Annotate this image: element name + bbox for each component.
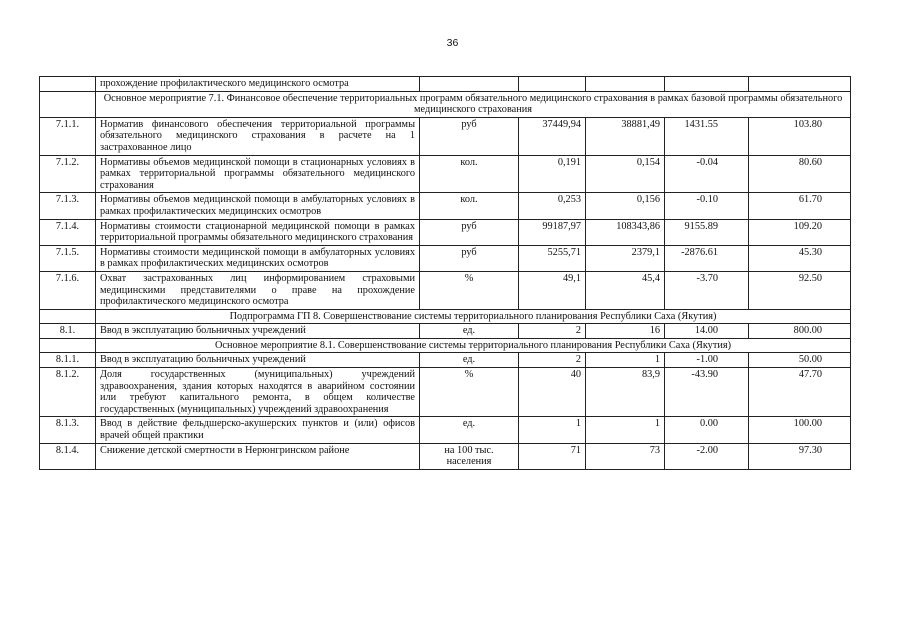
table-row xyxy=(40,271,851,309)
percent-cell: 47.70 xyxy=(749,368,851,417)
percent-cell: 80.60 xyxy=(749,155,851,193)
plan-value-cell: 2 xyxy=(519,324,586,339)
fact-value-cell: 45,4 xyxy=(586,271,665,309)
row-number-cell: 8.1. xyxy=(40,324,96,339)
unit-cell: % xyxy=(420,368,519,417)
row-number-cell: 8.1.3. xyxy=(40,417,96,443)
section-header-row xyxy=(40,338,851,353)
plan-value-cell: 1 xyxy=(519,417,586,443)
indicator-name-cell: Доля государственных (муниципальных) учреждений здравоохранения, здания которых находятся в аварийном состоянии или требуют капитального ремонта, в общем количестве государственных (муниципальных) учреждений здравоохранения xyxy=(96,368,420,417)
table-row xyxy=(40,77,851,92)
row-number-cell: 7.1.2. xyxy=(40,155,96,193)
unit-cell: руб xyxy=(420,219,519,245)
row-number-cell: 8.1.4. xyxy=(40,443,96,469)
percent-cell: 97.30 xyxy=(749,443,851,469)
table-row xyxy=(40,368,851,417)
indicator-name-cell: Норматив финансового обеспечения территориальной программы обязательного медицинского страхования в расчете на 1 застрахованное лицо xyxy=(96,117,420,155)
plan-value-cell: 5255,71 xyxy=(519,245,586,271)
plan-value-cell: 37449,94 xyxy=(519,117,586,155)
unit-cell: % xyxy=(420,271,519,309)
fact-value-cell: 0,156 xyxy=(586,193,665,219)
indicator-name-cell: прохождение профилактического медицинского осмотра xyxy=(96,77,420,92)
row-number-cell: 8.1.2. xyxy=(40,368,96,417)
indicator-name-cell: Нормативы стоимости стационарной медицинской помощи в рамках территориальной программы обязательного медицинского страхования xyxy=(96,219,420,245)
indicator-name-cell: Нормативы объемов медицинской помощи в амбулаторных условиях в рамках профилактических медицинских осмотров xyxy=(96,193,420,219)
percent-cell: 100.00 xyxy=(749,417,851,443)
table-row xyxy=(40,155,851,193)
unit-cell: ед. xyxy=(420,353,519,368)
unit-cell: ед. xyxy=(420,324,519,339)
deviation-cell: 14.00 xyxy=(665,324,749,339)
row-number-cell: 7.1.1. xyxy=(40,117,96,155)
indicator-name-cell: Охват застрахованных лиц информированием страховыми медицинскими представителями о праве на прохождение профилактического медицинского осмотра xyxy=(96,271,420,309)
row-number-cell: 7.1.3. xyxy=(40,193,96,219)
fact-value-cell xyxy=(586,77,665,92)
row-number-cell: 7.1.6. xyxy=(40,271,96,309)
indicator-name-cell: Нормативы стоимости медицинской помощи в амбулаторных условиях в рамках профилактических медицинских осмотров xyxy=(96,245,420,271)
plan-value-cell xyxy=(519,77,586,92)
indicator-name-cell: Снижение детской смертности в Нерюнгринском районе xyxy=(96,443,420,469)
unit-cell: кол. xyxy=(420,155,519,193)
plan-value-cell: 40 xyxy=(519,368,586,417)
plan-value-cell: 71 xyxy=(519,443,586,469)
fact-value-cell: 1 xyxy=(586,417,665,443)
table-row xyxy=(40,443,851,469)
percent-cell: 109.20 xyxy=(749,219,851,245)
unit-cell: руб xyxy=(420,245,519,271)
table-row xyxy=(40,324,851,339)
fact-value-cell: 73 xyxy=(586,443,665,469)
fact-value-cell: 1 xyxy=(586,353,665,368)
percent-cell: 50.00 xyxy=(749,353,851,368)
table-body xyxy=(40,77,851,470)
table-row xyxy=(40,245,851,271)
section-header-row xyxy=(40,309,851,324)
unit-cell: на 100 тыс. населения xyxy=(420,443,519,469)
fact-value-cell: 0,154 xyxy=(586,155,665,193)
row-number-cell: 7.1.4. xyxy=(40,219,96,245)
row-number-cell xyxy=(40,91,96,117)
unit-cell: ед. xyxy=(420,417,519,443)
percent-cell: 92.50 xyxy=(749,271,851,309)
table-row xyxy=(40,219,851,245)
unit-cell xyxy=(420,77,519,92)
deviation-cell: -3.70 xyxy=(665,271,749,309)
percent-cell: 45.30 xyxy=(749,245,851,271)
plan-value-cell: 0,253 xyxy=(519,193,586,219)
plan-value-cell: 0,191 xyxy=(519,155,586,193)
percent-cell xyxy=(749,77,851,92)
indicator-name-cell: Нормативы объемов медицинской помощи в стационарных условиях в рамках территориальной программы обязательного медицинского страхования xyxy=(96,155,420,193)
plan-value-cell: 99187,97 xyxy=(519,219,586,245)
section-title-cell: Основное мероприятие 8.1. Совершенствование системы территориального планирования Республики Саха (Якутия) xyxy=(96,338,851,353)
row-number-cell: 8.1.1. xyxy=(40,353,96,368)
table-row xyxy=(40,117,851,155)
indicators-table xyxy=(39,76,851,470)
unit-cell: руб xyxy=(420,117,519,155)
unit-cell: кол. xyxy=(420,193,519,219)
fact-value-cell: 108343,86 xyxy=(586,219,665,245)
row-number-cell xyxy=(40,309,96,324)
table-row xyxy=(40,353,851,368)
percent-cell: 103.80 xyxy=(749,117,851,155)
deviation-cell: -1.00 xyxy=(665,353,749,368)
fact-value-cell: 38881,49 xyxy=(586,117,665,155)
row-number-cell: 7.1.5. xyxy=(40,245,96,271)
page-number: 36 xyxy=(446,37,459,49)
indicator-name-cell: Ввод в эксплуатацию больничных учреждений xyxy=(96,324,420,339)
deviation-cell: 9155.89 xyxy=(665,219,749,245)
table-row xyxy=(40,417,851,443)
row-number-cell xyxy=(40,338,96,353)
row-number-cell xyxy=(40,77,96,92)
indicator-name-cell: Ввод в действие фельдшерско-акушерских пунктов и (или) офисов врачей общей практики xyxy=(96,417,420,443)
deviation-cell: -0.04 xyxy=(665,155,749,193)
fact-value-cell: 16 xyxy=(586,324,665,339)
deviation-cell: -2.00 xyxy=(665,443,749,469)
indicator-name-cell: Ввод в эксплуатацию больничных учреждений xyxy=(96,353,420,368)
section-header-row xyxy=(40,91,851,117)
section-title-cell: Основное мероприятие 7.1. Финансовое обеспечение территориальных программ обязательного медицинского страхования в рамках базовой программы обязательного медицинского страхования xyxy=(96,91,851,117)
plan-value-cell: 49,1 xyxy=(519,271,586,309)
fact-value-cell: 2379,1 xyxy=(586,245,665,271)
table-row xyxy=(40,193,851,219)
plan-value-cell: 2 xyxy=(519,353,586,368)
deviation-cell: 1431.55 xyxy=(665,117,749,155)
deviation-cell: 0.00 xyxy=(665,417,749,443)
deviation-cell: -0.10 xyxy=(665,193,749,219)
section-title-cell: Подпрограмма ГП 8. Совершенствование системы территориального планирования Республики Саха (Якутия) xyxy=(96,309,851,324)
fact-value-cell: 83,9 xyxy=(586,368,665,417)
deviation-cell: -43.90 xyxy=(665,368,749,417)
percent-cell: 61.70 xyxy=(749,193,851,219)
percent-cell: 800.00 xyxy=(749,324,851,339)
deviation-cell: -2876.61 xyxy=(665,245,749,271)
deviation-cell xyxy=(665,77,749,92)
